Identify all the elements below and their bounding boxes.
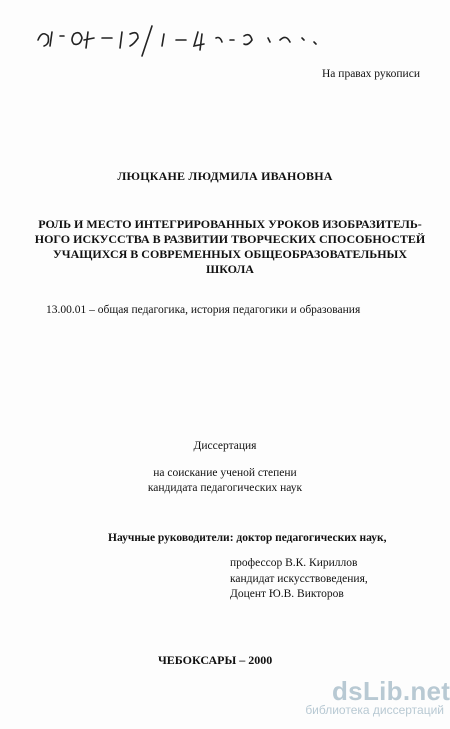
degree-line: на соискание ученой степени [153, 467, 297, 479]
watermark-logo: dsLib.net [332, 676, 450, 706]
handwritten-archive-note [30, 18, 330, 58]
supervisor-line: Доцент Ю.В. Викторов [230, 588, 344, 600]
supervisors-heading: Научные руководители: доктор педагогических наук, [108, 532, 387, 544]
city-year: ЧЕБОКСАРЫ – 2000 [158, 653, 273, 667]
specialty-code: 13.00.01 – общая педагогика, история педагогики и образования [46, 304, 361, 316]
supervisor-line: кандидат искусствоведения, [230, 572, 368, 585]
watermark-subtitle: библиотека диссертаций [305, 703, 444, 717]
degree-line: кандидата педагогических наук [147, 482, 303, 494]
dissertation-block [0, 439, 450, 496]
dissertation-label: Диссертация [193, 440, 257, 452]
spacer [0, 454, 450, 466]
supervisor-list [230, 556, 368, 603]
title-line: РОЛЬ И МЕСТО ИНТЕГРИРОВАННЫХ УРОКОВ ИЗОБРАЗИТЕЛЬ- [38, 217, 422, 231]
dissertation-title [20, 217, 440, 277]
title-line: НОГО ИСКУССТВА В РАЗВИТИИ ТВОРЧЕСКИХ СПОСОБНОСТЕЙ [34, 232, 426, 246]
rights-note: На правах рукописи [322, 68, 420, 80]
author-name: ЛЮЦКАНЕ ЛЮДМИЛА ИВАНОВНА [117, 169, 333, 183]
title-line: УЧАЩИХСЯ В СОВРЕМЕННЫХ ОБЩЕОБРАЗОВАТЕЛЬНЫХ [52, 247, 408, 261]
title-line: ШКОЛА [206, 262, 254, 276]
supervisor-line: профессор В.К. Кириллов [230, 557, 358, 569]
